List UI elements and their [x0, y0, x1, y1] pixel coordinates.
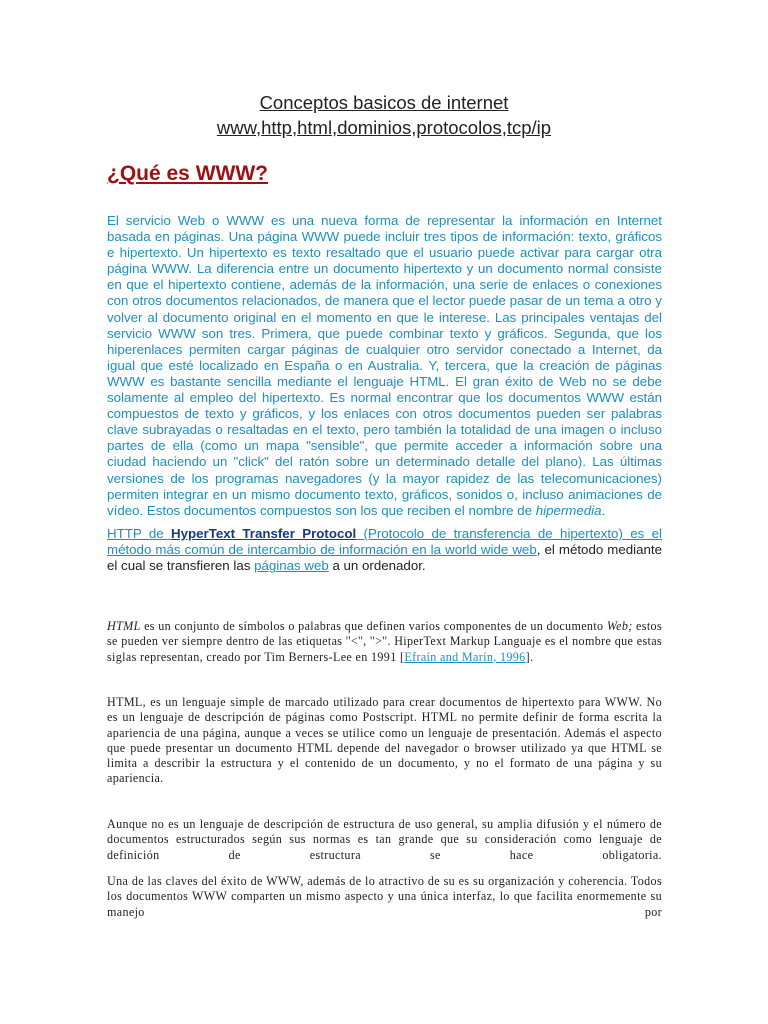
html-p1b: estos se pueden ver siempre dentro de las etiquetas ''<'', ''>''. HiperText Markup Languaje es el nombre que estas siglas representan, creado por Tim Berners-Lee en 1991 [ — [107, 619, 662, 664]
http-mid-text: , el método mediante el cual se transfieren las — [107, 542, 662, 574]
doc-title-text-1: Conceptos basicos de internet — [259, 92, 509, 113]
http-end-text: a un ordenador. — [328, 558, 426, 574]
www-period: . — [601, 502, 606, 518]
doc-title-text-2: www,http,html,dominios,protocolos,tcp/ip — [216, 117, 552, 138]
www-paragraph — [107, 213, 662, 519]
http-paragraph — [107, 526, 662, 574]
http-prefix: HTTP de — [107, 526, 171, 541]
html-p4: Una de las claves del éxito de WWW, además de lo atractivo de su es su organización y coherencia. Todos los documentos WWW comparten un mismo aspecto y una única interfaz, lo que facilita enormemente su manejo por — [107, 874, 662, 919]
doc-title-line-1 — [0, 92, 768, 114]
html-paragraph-2 — [107, 695, 662, 787]
html-p2: HTML, es un lenguaje simple de marcado utilizado para crear documentos de hipertexto para WWW. No es un lenguaje de descripción de páginas como Postscript. HTML no permite definir de forma escrita la apariencia de una página, aunque a veces se utilice como un lenguaje de presentación. Además el aspecto que puede presentar un documento HTML depende del navegador o browser utilizado ya que HTML se limita a describir la estructura y el contenido de un documento, y no el formato de una página y su apariencia. — [107, 695, 662, 786]
html-term: HTML — [107, 619, 141, 633]
hipermedia-term: hipermedia — [535, 502, 602, 518]
paginas-web-link[interactable]: páginas web — [254, 558, 329, 574]
html-p1a: es un conjunto de símbolos o palabras que definen varios componentes de un documento — [140, 619, 607, 633]
reference-link[interactable]: Efraín and Marín, 1996 — [404, 649, 526, 664]
www-body-text: El servicio Web o WWW es una nueva forma de representar la información en Internet basada en páginas. Una página WWW puede incluir tres tipos de información: texto, gráficos e hipertexto. Un hipertexto es texto resaltado que el usuario puede activar para cargar otra página WWW. La diferencia entre un documento hipertexto y un documento normal consiste en que el hipertexto contiene, además de la información, una serie de enlaces o conexiones con otros documentos relacionados, de manera que el lector puede pasar de un tema a otro y volver al documento original en el momento en que le interese. Las principales ventajas del servicio WWW son tres. Primera, que puede combinar texto y gráficos. Segunda, que los hiperenlaces permiten cargar páginas de cualquier otro servidor conectado a Internet, da igual que esté localizado en España o en Australia. Y, tercera, que la creación de páginas WWW es bastante sencilla mediante el lenguaje HTML. El gran éxito de Web no se debe solamente al empleo del hipertexto. Es normal encontrar que los documentos WWW están compuestos de texto y gráficos, y los enlaces con otros documentos pueden ser palabras clave subrayadas o resaltadas en el texto, pero también la totalidad de una imagen o incluso partes de ella (como un mapa "sensible", que permite acceder a información sobre una ciudad haciendo un "click" del ratón sobre un determinado detalle del plano). Las últimas versiones de los programas navegadores (y la mayor rapidez de las telecomunicaciones) permiten integrar en un mismo documento texto, gráficos, sonidos o, incluso animaciones de vídeo. Estos documentos compuestos son los que reciben el nombre de — [107, 213, 662, 518]
web-term: Web; — [606, 619, 633, 633]
html-paragraph-1 — [107, 619, 662, 665]
section-heading-www: ¿Qué es WWW? — [107, 162, 268, 185]
doc-title-line-2 — [0, 117, 768, 139]
http-paren-text: (Protocolo de transferencia de hipertexto) es el método más común de intercambio de información en la world wide web — [107, 526, 663, 558]
html-paragraph-3 — [107, 817, 662, 863]
ref-close: ]. — [525, 649, 534, 664]
html-paragraph-4 — [107, 874, 662, 920]
http-bold-term: HyperText Transfer Protocol — [171, 526, 357, 541]
html-p3: Aunque no es un lenguaje de descripción de estructura de uso general, su amplia difusión y el número de documentos estructurados según sus normas es tan grande que su consideración como lenguaje de definición de estructura se hace obligatoria. — [107, 817, 662, 862]
